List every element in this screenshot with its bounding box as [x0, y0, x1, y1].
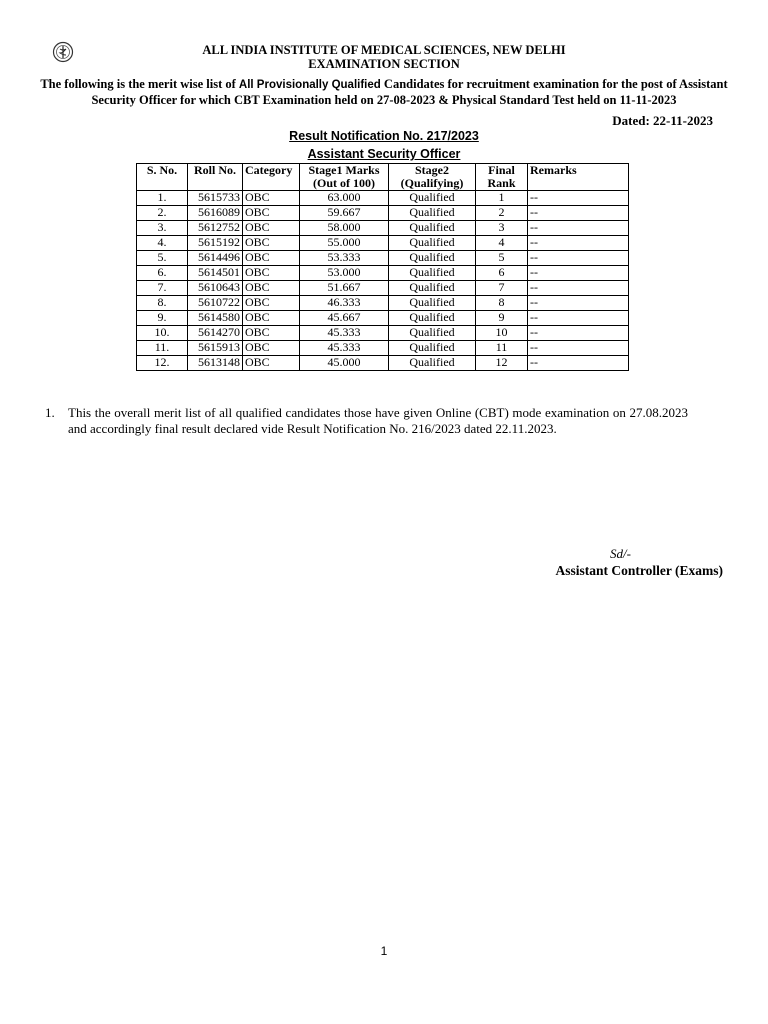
- cell-category: OBC: [243, 281, 300, 296]
- cell-sno: 9.: [137, 311, 188, 326]
- cell-stage2-status: Qualified: [389, 191, 476, 206]
- result-notification-number: Result Notification No. 217/2023: [289, 129, 479, 143]
- cell-stage2-status: Qualified: [389, 296, 476, 311]
- cell-stage2-status: Qualified: [389, 341, 476, 356]
- cell-final-rank: 5: [476, 251, 528, 266]
- cell-remarks: --: [528, 236, 629, 251]
- table-row: [137, 356, 629, 371]
- cell-roll-no: 5615913: [188, 341, 243, 356]
- cell-category: OBC: [243, 251, 300, 266]
- cell-final-rank: 2: [476, 206, 528, 221]
- table-row: [137, 266, 629, 281]
- table-row: [137, 236, 629, 251]
- table-row: [137, 326, 629, 341]
- header-stage2-line1: Stage2: [415, 163, 449, 177]
- cell-stage1-marks: 63.000: [300, 191, 389, 206]
- cell-final-rank: 11: [476, 341, 528, 356]
- header-rank-line2: Rank: [487, 176, 516, 190]
- cell-roll-no: 5616089: [188, 206, 243, 221]
- cell-roll-no: 5614496: [188, 251, 243, 266]
- cell-roll-no: 5613148: [188, 356, 243, 371]
- cell-stage2-status: Qualified: [389, 236, 476, 251]
- cell-sno: 10.: [137, 326, 188, 341]
- cell-final-rank: 10: [476, 326, 528, 341]
- cell-category: OBC: [243, 341, 300, 356]
- header-remarks: Remarks: [528, 164, 629, 191]
- cell-sno: 4.: [137, 236, 188, 251]
- header-category: Category: [243, 164, 300, 191]
- cell-roll-no: 5610643: [188, 281, 243, 296]
- cell-category: OBC: [243, 221, 300, 236]
- cell-sno: 3.: [137, 221, 188, 236]
- merit-list-table: [136, 163, 629, 371]
- header-stage1-line1: Stage1 Marks: [308, 163, 380, 177]
- cell-sno: 8.: [137, 296, 188, 311]
- cell-final-rank: 4: [476, 236, 528, 251]
- table-header-row: [137, 164, 629, 191]
- page-number: 1: [380, 944, 388, 958]
- cell-stage1-marks: 53.333: [300, 251, 389, 266]
- cell-category: OBC: [243, 266, 300, 281]
- cell-stage1-marks: 53.000: [300, 266, 389, 281]
- cell-category: OBC: [243, 206, 300, 221]
- cell-remarks: --: [528, 206, 629, 221]
- table-row: [137, 221, 629, 236]
- cell-sno: 5.: [137, 251, 188, 266]
- post-title: Assistant Security Officer: [307, 147, 461, 161]
- cell-roll-no: 5614501: [188, 266, 243, 281]
- header-roll-no: Roll No.: [188, 164, 243, 191]
- cell-roll-no: 5614580: [188, 311, 243, 326]
- table-row: [137, 251, 629, 266]
- cell-final-rank: 12: [476, 356, 528, 371]
- cell-roll-no: 5614270: [188, 326, 243, 341]
- institute-name: ALL INDIA INSTITUTE OF MEDICAL SCIENCES, NEW DELHI: [202, 43, 566, 57]
- cell-final-rank: 3: [476, 221, 528, 236]
- cell-stage2-status: Qualified: [389, 206, 476, 221]
- cell-stage1-marks: 51.667: [300, 281, 389, 296]
- table-row: [137, 206, 629, 221]
- intro-paragraph: [30, 77, 738, 108]
- cell-stage1-marks: 45.333: [300, 326, 389, 341]
- cell-category: OBC: [243, 236, 300, 251]
- cell-remarks: --: [528, 266, 629, 281]
- header-stage1-marks: [300, 164, 389, 191]
- header-final-rank: [476, 164, 528, 191]
- cell-roll-no: 5615733: [188, 191, 243, 206]
- signatory-designation: Assistant Controller (Exams): [555, 563, 723, 578]
- cell-stage1-marks: 45.333: [300, 341, 389, 356]
- dated-label: Dated: 22-11-2023: [612, 113, 713, 128]
- cell-stage2-status: Qualified: [389, 326, 476, 341]
- cell-sno: 6.: [137, 266, 188, 281]
- section-name: EXAMINATION SECTION: [308, 57, 460, 71]
- intro-text-part2: Candidates for recruitment examination for the post of Assistant Security Officer for which CBT Examination held on 27-08-2023 & Physical Standard Test held on 11-11-2023: [91, 77, 728, 107]
- note-number: 1.: [45, 405, 55, 420]
- cell-sno: 11.: [137, 341, 188, 356]
- header-stage2: [389, 164, 476, 191]
- header-rank-line1: Final: [488, 163, 515, 177]
- cell-category: OBC: [243, 356, 300, 371]
- cell-roll-no: 5612752: [188, 221, 243, 236]
- intro-highlight: All Provisionally Qualified: [238, 79, 381, 91]
- cell-stage2-status: Qualified: [389, 311, 476, 326]
- cell-sno: 2.: [137, 206, 188, 221]
- table-row: [137, 296, 629, 311]
- cell-category: OBC: [243, 296, 300, 311]
- cell-final-rank: 6: [476, 266, 528, 281]
- cell-final-rank: 8: [476, 296, 528, 311]
- table-row: [137, 341, 629, 356]
- cell-stage2-status: Qualified: [389, 251, 476, 266]
- intro-text-part1: The following is the merit wise list of: [40, 77, 239, 91]
- cell-stage1-marks: 55.000: [300, 236, 389, 251]
- cell-category: OBC: [243, 311, 300, 326]
- cell-remarks: --: [528, 311, 629, 326]
- cell-final-rank: 7: [476, 281, 528, 296]
- header-sno: S. No.: [137, 164, 188, 191]
- cell-category: OBC: [243, 191, 300, 206]
- cell-remarks: --: [528, 221, 629, 236]
- cell-stage1-marks: 45.667: [300, 311, 389, 326]
- cell-sno: 7.: [137, 281, 188, 296]
- cell-stage2-status: Qualified: [389, 221, 476, 236]
- header-stage1-line2: (Out of 100): [313, 176, 375, 190]
- cell-stage2-status: Qualified: [389, 356, 476, 371]
- table-row: [137, 281, 629, 296]
- header-stage2-line2: (Qualifying): [400, 176, 464, 190]
- cell-stage1-marks: 46.333: [300, 296, 389, 311]
- cell-sno: 12.: [137, 356, 188, 371]
- signed-mark: Sd/-: [610, 546, 631, 561]
- cell-remarks: --: [528, 296, 629, 311]
- cell-category: OBC: [243, 326, 300, 341]
- cell-stage2-status: Qualified: [389, 266, 476, 281]
- cell-final-rank: 9: [476, 311, 528, 326]
- cell-remarks: --: [528, 356, 629, 371]
- cell-remarks: --: [528, 326, 629, 341]
- cell-stage1-marks: 59.667: [300, 206, 389, 221]
- note-text: This the overall merit list of all qualified candidates those have given Online (CBT) mode examination on 27.08.2023 and accordingly final result declared vide Result Notification No. 216/2023 dated 22.11.2023.: [68, 405, 688, 436]
- cell-remarks: --: [528, 341, 629, 356]
- cell-sno: 1.: [137, 191, 188, 206]
- cell-roll-no: 5615192: [188, 236, 243, 251]
- cell-remarks: --: [528, 251, 629, 266]
- table-row: [137, 191, 629, 206]
- cell-remarks: --: [528, 191, 629, 206]
- cell-stage1-marks: 58.000: [300, 221, 389, 236]
- cell-stage2-status: Qualified: [389, 281, 476, 296]
- cell-roll-no: 5610722: [188, 296, 243, 311]
- cell-remarks: --: [528, 281, 629, 296]
- table-row: [137, 311, 629, 326]
- cell-stage1-marks: 45.000: [300, 356, 389, 371]
- cell-final-rank: 1: [476, 191, 528, 206]
